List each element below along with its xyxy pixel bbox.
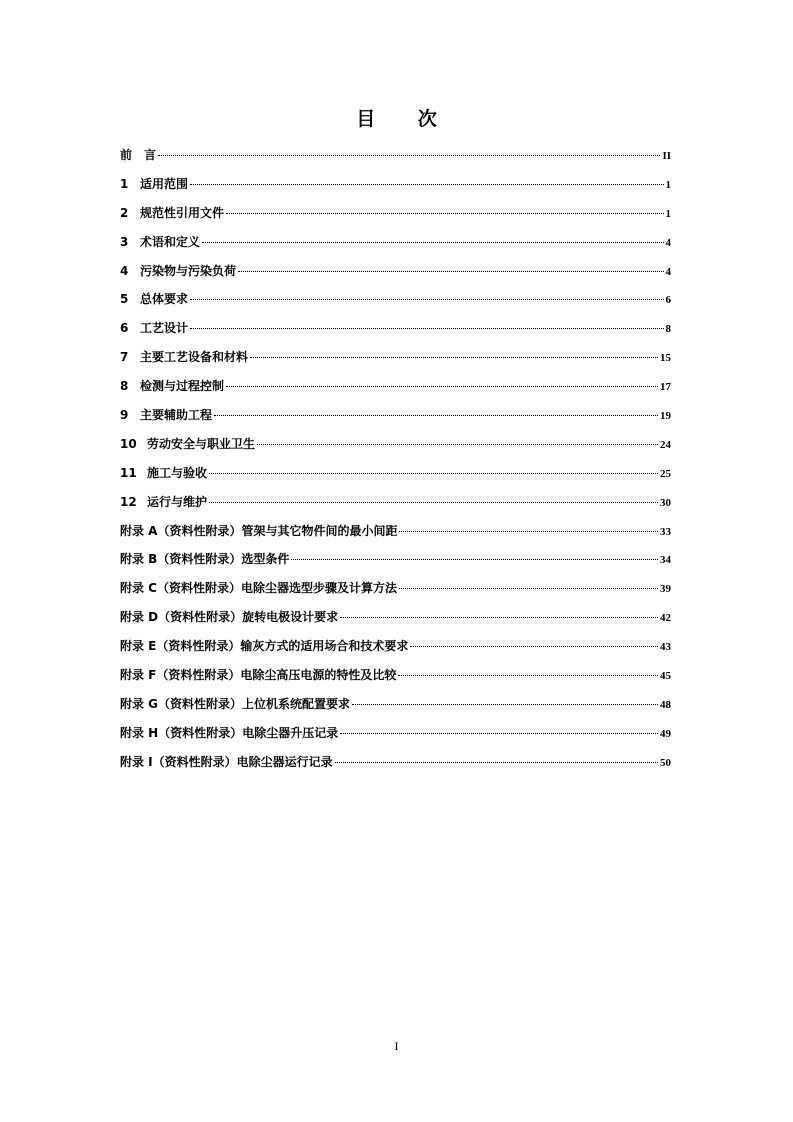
toc-entry-label: 规范性引用文件 bbox=[140, 205, 225, 220]
dot-leader bbox=[335, 762, 658, 763]
dot-leader bbox=[214, 415, 658, 416]
toc-entry-label: 前 言 bbox=[120, 148, 157, 162]
toc-entry-number: 6 bbox=[120, 321, 129, 336]
toc-entry-page: 8 bbox=[665, 323, 671, 336]
toc-entry-appendix-f[interactable] bbox=[120, 666, 671, 695]
dot-leader bbox=[238, 271, 663, 272]
toc-entry-page: 1 bbox=[665, 207, 671, 220]
dot-leader bbox=[190, 328, 663, 329]
toc-entry-page: 15 bbox=[660, 352, 671, 365]
toc-entry-page: 42 bbox=[660, 612, 671, 625]
toc-entry-label: 施工与验收 bbox=[147, 465, 208, 480]
toc-entry-10[interactable] bbox=[120, 435, 671, 464]
toc-entry-2[interactable] bbox=[120, 204, 671, 233]
toc-entry-label: 术语和定义 bbox=[140, 234, 201, 249]
toc-entry-number: 12 bbox=[120, 494, 137, 509]
toc-entry-label: 附录 A（资料性附录）管架与其它物件间的最小间距 bbox=[120, 523, 398, 538]
toc-entry-appendix-a[interactable] bbox=[120, 522, 671, 551]
toc-entry-label: 附录 C（资料性附录）电除尘器选型步骤及计算方法 bbox=[120, 581, 397, 596]
toc-entry-number: 10 bbox=[120, 436, 137, 451]
dot-leader bbox=[250, 357, 658, 358]
toc-entry-appendix-e[interactable] bbox=[120, 637, 671, 666]
toc-entry-page: 19 bbox=[660, 410, 671, 423]
toc-entry-page: 4 bbox=[665, 236, 671, 249]
toc-entry-number: 7 bbox=[120, 350, 129, 365]
toc-entry-page: 48 bbox=[660, 698, 671, 711]
toc-entry-label: 附录 I（资料性附录）电除尘器运行记录 bbox=[120, 754, 333, 769]
toc-entry-number: 11 bbox=[120, 465, 137, 480]
dot-leader bbox=[340, 733, 658, 734]
toc-entry-page: 1 bbox=[665, 178, 671, 191]
toc-entry-label: 附录 H（资料性附录）电除尘器升压记录 bbox=[120, 725, 339, 740]
toc-entry-label: 总体要求 bbox=[140, 292, 189, 307]
toc-entry-number: 3 bbox=[120, 234, 129, 249]
dot-leader bbox=[410, 646, 658, 647]
toc-entry-label: 附录 B（资料性附录）选型条件 bbox=[120, 552, 290, 567]
toc-entry-appendix-i[interactable] bbox=[120, 753, 671, 782]
dot-leader bbox=[257, 444, 658, 445]
toc-entry-number: 5 bbox=[120, 292, 129, 307]
toc-entry-number: 2 bbox=[120, 205, 129, 220]
toc-entry-label: 适用范围 bbox=[140, 176, 189, 191]
toc-entry-appendix-b[interactable] bbox=[120, 550, 671, 579]
toc-entry-page: 6 bbox=[665, 294, 671, 307]
toc-entry-label: 附录 D（资料性附录）旋转电极设计要求 bbox=[120, 610, 339, 625]
toc-entry-5[interactable] bbox=[120, 290, 671, 319]
toc-entry-page: 50 bbox=[660, 756, 671, 769]
page-number: I bbox=[394, 1039, 399, 1053]
toc-entry-label: 运行与维护 bbox=[147, 494, 208, 509]
dot-leader bbox=[158, 155, 660, 156]
dot-leader bbox=[352, 704, 658, 705]
toc-entry-appendix-d[interactable] bbox=[120, 608, 671, 637]
toc-entry-page: 25 bbox=[660, 467, 671, 480]
toc-entry-appendix-g[interactable] bbox=[120, 695, 671, 724]
toc-entry-label: 附录 F（资料性附录）电除尘高压电源的特性及比较 bbox=[120, 668, 397, 683]
dot-leader bbox=[226, 213, 663, 214]
dot-leader bbox=[202, 242, 663, 243]
toc-entry-label: 工艺设计 bbox=[140, 321, 189, 336]
toc-entry-label: 污染物与污染负荷 bbox=[140, 263, 237, 278]
toc-entry-12[interactable] bbox=[120, 493, 671, 522]
toc-entry-label: 主要工艺设备和材料 bbox=[140, 350, 249, 365]
toc-entry-number: 8 bbox=[120, 379, 129, 394]
toc-entry-page: 24 bbox=[660, 438, 671, 451]
toc-entry-page: 49 bbox=[660, 727, 671, 740]
toc-entry-appendix-h[interactable] bbox=[120, 724, 671, 753]
toc-entry-label: 附录 G（资料性附录）上位机系统配置要求 bbox=[120, 696, 351, 711]
toc-entry-8[interactable] bbox=[120, 377, 671, 406]
toc-entry-11[interactable] bbox=[120, 464, 671, 493]
toc-entry-page: 30 bbox=[660, 496, 671, 509]
toc-entry-number: 4 bbox=[120, 263, 129, 278]
toc-entry-6[interactable] bbox=[120, 319, 671, 348]
toc-entry-page: 45 bbox=[660, 670, 671, 683]
dot-leader bbox=[190, 184, 663, 185]
toc-entry-1[interactable] bbox=[120, 175, 671, 204]
page-title: 目 次 bbox=[356, 108, 455, 130]
dot-leader bbox=[398, 675, 658, 676]
toc-entry-number: 9 bbox=[120, 408, 129, 423]
dot-leader bbox=[291, 559, 658, 560]
toc-entry-page: 4 bbox=[665, 265, 671, 278]
toc-entry-page: 33 bbox=[660, 525, 671, 538]
toc-entry-label: 劳动安全与职业卫生 bbox=[147, 436, 256, 451]
toc-entry-page: 39 bbox=[660, 583, 671, 596]
toc-entry-label: 附录 E（资料性附录）输灰方式的适用场合和技术要求 bbox=[120, 639, 409, 654]
dot-leader bbox=[340, 617, 658, 618]
toc-entry-page: 43 bbox=[660, 641, 671, 654]
table-of-contents bbox=[120, 146, 671, 782]
toc-entry-9[interactable] bbox=[120, 406, 671, 435]
toc-entry-appendix-c[interactable] bbox=[120, 579, 671, 608]
toc-entry-page: II bbox=[662, 150, 671, 162]
dot-leader bbox=[209, 473, 658, 474]
dot-leader bbox=[209, 502, 658, 503]
toc-entry-label: 检测与过程控制 bbox=[140, 379, 225, 394]
toc-entry-page: 34 bbox=[660, 554, 671, 567]
toc-entry-3[interactable] bbox=[120, 233, 671, 262]
toc-entry-7[interactable] bbox=[120, 348, 671, 377]
toc-entry-4[interactable] bbox=[120, 262, 671, 291]
toc-entry-number: 1 bbox=[120, 176, 129, 191]
dot-leader bbox=[226, 386, 658, 387]
toc-entry-label: 主要辅助工程 bbox=[140, 408, 213, 423]
dot-leader bbox=[399, 531, 658, 532]
dot-leader bbox=[399, 588, 658, 589]
dot-leader bbox=[190, 299, 663, 300]
toc-entry-preface[interactable] bbox=[120, 146, 671, 175]
toc-entry-page: 17 bbox=[660, 381, 671, 394]
